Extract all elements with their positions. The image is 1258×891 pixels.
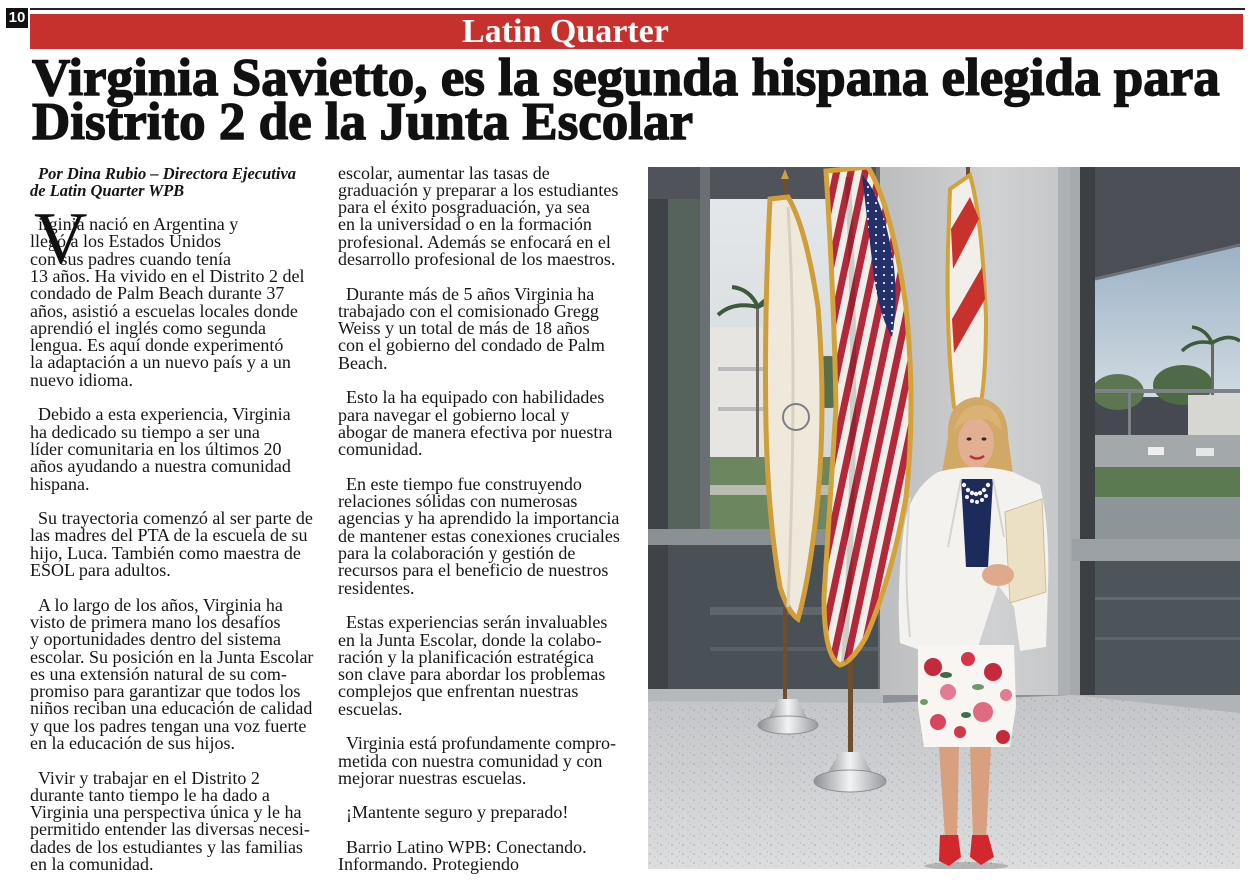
text-line: mejorar nuestras escuelas. (338, 767, 527, 788)
text-line: 13 años. Ha vivido en el Distrito 2 del (30, 265, 305, 286)
text-line: escuelas. (338, 698, 403, 719)
text-line: para navegar el gobierno local y (338, 404, 570, 425)
text-line: ha dedicado su tiempo a ser una (30, 421, 260, 442)
text-line: abogar de manera efectiva por nuestra (338, 421, 613, 442)
text-line: metida con nuestra comunidad y con (338, 750, 603, 771)
text-line: irginia nació en Argentina y (38, 214, 239, 235)
text-line: durante tanto tiempo le ha dado a (30, 784, 270, 805)
text-line: para la colaboración y gestión de (338, 543, 576, 564)
text-line: Barrio Latino WPB: Conectando. (346, 837, 587, 858)
text-line: recursos para el beneficio de nuestros (338, 560, 609, 581)
text-line: Estas experiencias serán invaluables (346, 612, 608, 633)
text-line: desarrollo profesional de los maestros. (338, 248, 616, 269)
text-line: A lo largo de los años, Virginia ha (38, 594, 283, 615)
text-line: con sus padres cuando tenía (30, 248, 231, 269)
text-line: trabajado con el comisionado Gregg (338, 300, 599, 321)
text-line: para el éxito posgraduación, ya sea (338, 197, 590, 218)
text-line: las madres del PTA de la escuela de su (30, 525, 308, 546)
text-line: de mantener estas conexiones cruciales (338, 525, 620, 546)
headline (32, 49, 1220, 151)
text-line: llegó a los Estados Unidos (30, 231, 221, 252)
paragraph (30, 406, 322, 492)
text-line: en la Junta Escolar, donde la colabo- (338, 629, 602, 650)
text-line: ESOL para adultos. (30, 560, 171, 581)
text-line: nuevo idioma. (30, 369, 133, 390)
text-line: dades de los estudiantes y las familias (30, 836, 303, 857)
paragraph (338, 162, 630, 269)
section-banner (30, 14, 1243, 49)
text-line: es una extensión natural de su com- (30, 663, 287, 684)
paragraph (338, 283, 630, 373)
text-line: relaciones sólidas con numerosas (338, 491, 578, 512)
text-line: escolar. Su posición en la Junta Escolar (30, 646, 314, 667)
text-line: residentes. (338, 577, 415, 598)
text-line: Virginia está profundamente compro- (346, 733, 616, 754)
text-line: y que los padres tengan una voz fuerte (30, 715, 307, 736)
paragraph (30, 510, 322, 579)
byline-line-1: Por Dina Rubio – Directora Ejecutiva (38, 163, 297, 183)
text-line: profesional. Además se enfocará en el (338, 231, 611, 252)
text-line: Beach. (338, 352, 388, 373)
text-line: aprendió el inglés como segunda (30, 317, 266, 338)
text-line: complejos que enfrentan nuestras (338, 681, 579, 702)
paragraph (338, 839, 630, 874)
text-line: En este tiempo fue construyendo (346, 473, 582, 494)
text-line: en la educación de sus hijos. (30, 733, 235, 753)
text-line: permitido entender las diversas necesi- (30, 819, 310, 840)
text-line: y oportunidades dentro del sistema (30, 629, 281, 650)
text-line: Vivir y trabajar en el Distrito 2 (38, 767, 260, 788)
section-title: Latin Quarter (462, 13, 669, 50)
text-line: ¡Mantente seguro y preparado! (346, 802, 569, 823)
article-photo (648, 167, 1240, 869)
text-line: visto de primera mano los desafíos (30, 611, 281, 632)
text-line: agencias y ha aprendido la importancia (338, 508, 620, 529)
text-line: hispana. (30, 473, 90, 494)
article-column-2 (338, 162, 630, 891)
text-line: Esto la ha equipado con habilidades (346, 387, 605, 408)
paragraph (30, 594, 322, 753)
right-window-wall (1070, 167, 1240, 713)
text-line: Debido a esta experiencia, Virginia (38, 404, 291, 425)
text-line: comunidad. (338, 439, 423, 460)
paragraph (338, 804, 630, 821)
top-rule (30, 8, 1245, 10)
text-line: condado de Palm Beach durante 37 (30, 283, 285, 304)
text-line: años, asistió a escuelas locales donde (30, 300, 298, 321)
paragraph (338, 735, 630, 787)
text-line: niños reciban una educación de calidad (30, 698, 313, 719)
text-line: en la comunidad. (30, 854, 154, 875)
text-line: graduación y preparar a los estudiantes (338, 179, 619, 200)
paragraph (338, 614, 630, 718)
drop-cap: V (34, 198, 88, 280)
text-line: años ayudando a nuestra comunidad (30, 456, 291, 477)
page-number: 10 (6, 8, 28, 28)
byline (30, 165, 322, 200)
text-line: Informando. Protegiendo (338, 854, 519, 875)
text-line: ración y la planificación estratégica (338, 646, 594, 667)
paragraph (338, 389, 630, 458)
text-line: Virginia una perspectiva única y le ha (30, 802, 302, 823)
text-line: son clave para abordar los problemas (338, 664, 606, 685)
headline-line-1: Virginia Savietto, es la segunda hispana elegida para (32, 49, 1220, 107)
text-line: Su trayectoria comenzó al ser parte de (38, 508, 313, 529)
text-line: la adaptación a un nuevo país y a un (30, 352, 291, 373)
text-line: escolar, aumentar las tasas de (338, 162, 550, 183)
text-line: promiso para garantizar que todos los (30, 681, 301, 702)
text-line: hijo, Luca. También como maestra de (30, 542, 301, 563)
text-line: en la universidad o en la formación (338, 214, 592, 235)
headline-line-2: Distrito 2 de la Junta Escolar (32, 93, 693, 151)
text-line: con el gobierno del condado de Palm (338, 335, 605, 356)
paragraph (338, 473, 630, 598)
text-line: Durante más de 5 años Virginia ha (346, 283, 595, 304)
text-line: lengua. Es aquí donde experimentó (30, 335, 284, 356)
byline-line-2: de Latin Quarter WPB (30, 180, 185, 200)
text-line: líder comunitaria en los últimos 20 (30, 438, 282, 459)
paragraph (30, 767, 322, 875)
text-line: Weiss y un total de más de 18 años (338, 318, 590, 339)
